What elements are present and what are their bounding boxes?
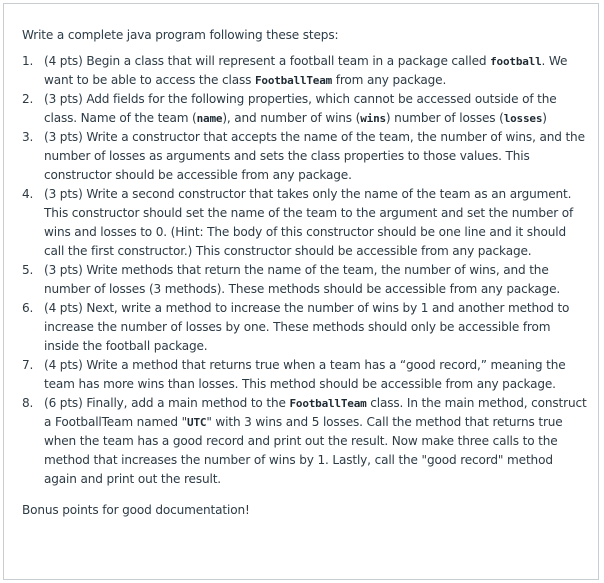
step-text (44, 396, 587, 486)
intro-text: Write a complete java program following these steps: (22, 28, 339, 42)
step-number: 3. (22, 130, 34, 144)
step-item (22, 299, 588, 356)
step-number: 8. (22, 396, 34, 410)
step-text (44, 54, 567, 87)
step-text-segment: (3 pts) Write methods that return the name of the team, the number of wins, and the number of losses (3 methods). These methods should be accessible from any package. (44, 263, 561, 296)
step-text (44, 358, 566, 391)
step-item (22, 394, 588, 489)
step-text-segment: " with 3 wins and 5 losses. Call the method that returns true when the team has a good record and print out the result. Now make three calls to the method that increases the number of wins by 1. Lastly, call the "good record" method again and print out the result. (44, 415, 563, 486)
step-number: 4. (22, 187, 34, 201)
step-text-segment: (4 pts) Begin a class that will represent a football team in a package called (44, 54, 491, 68)
step-text (44, 92, 557, 125)
step-text-segment: (3 pts) Add fields for the following properties, which cannot be accessed outside of the class. Name of the team ( (44, 92, 557, 125)
step-item (22, 90, 588, 128)
step-number: 7. (22, 358, 34, 372)
step-text-segment: (3 pts) Write a constructor that accepts the name of the team, the number of wins, and the number of losses as arguments and sets the class properties to those values. This constructor should be accessible from any package. (44, 130, 585, 182)
step-text-segment: (4 pts) Write a method that returns true when a team has a “good record,” meaning the team has more wins than losses. This method should be accessible from any package. (44, 358, 566, 391)
step-text (44, 130, 585, 182)
step-text-segment: (3 pts) Write a second constructor that takes only the name of the team as an argument. This constructor should set the name of the team to the argument and set the number of wins and losses to 0. (Hint: The body of this constructor should be one line and it should call the first constructor.) This constructor should be accessible from any package. (44, 187, 574, 258)
step-text (44, 301, 569, 353)
code-term: FootballTeam (289, 397, 367, 410)
step-number: 6. (22, 301, 34, 315)
step-text-segment: ) number of losses ( (385, 111, 504, 125)
code-term: FootballTeam (254, 74, 333, 87)
code-term: wins (360, 112, 386, 125)
step-text (44, 187, 573, 258)
bonus-text: Bonus points for good documentation! (22, 503, 250, 517)
step-text-segment: (4 pts) Next, write a method to increase the number of wins by 1 and another method to increase the number of losses by one. These methods should only be accessible from inside the football package. (44, 301, 570, 353)
step-number: 5. (22, 263, 34, 277)
step-text-segment: ) (542, 111, 547, 125)
step-text-segment: class. In the main method, construct a FootballTeam named " (44, 396, 587, 429)
steps-list (22, 52, 588, 489)
step-number: 1. (22, 54, 34, 68)
step-text-segment: ), and number of wins ( (222, 111, 361, 125)
step-item (22, 185, 588, 261)
step-item (22, 261, 588, 299)
step-text (44, 263, 560, 296)
question-panel (3, 3, 599, 580)
step-text-segment: (6 pts) Finally, add a main method to the (44, 396, 290, 410)
code-term: football (490, 55, 542, 68)
question-content (22, 26, 588, 520)
code-term: name (196, 112, 223, 125)
step-number: 2. (22, 92, 34, 106)
code-term: UTC (187, 416, 207, 429)
step-item (22, 356, 588, 394)
step-item (22, 52, 588, 90)
code-term: losses (503, 112, 543, 125)
step-item (22, 128, 588, 185)
step-text-segment: . We want to be able to access the class (44, 54, 568, 87)
step-text-segment: from any package. (332, 73, 447, 87)
